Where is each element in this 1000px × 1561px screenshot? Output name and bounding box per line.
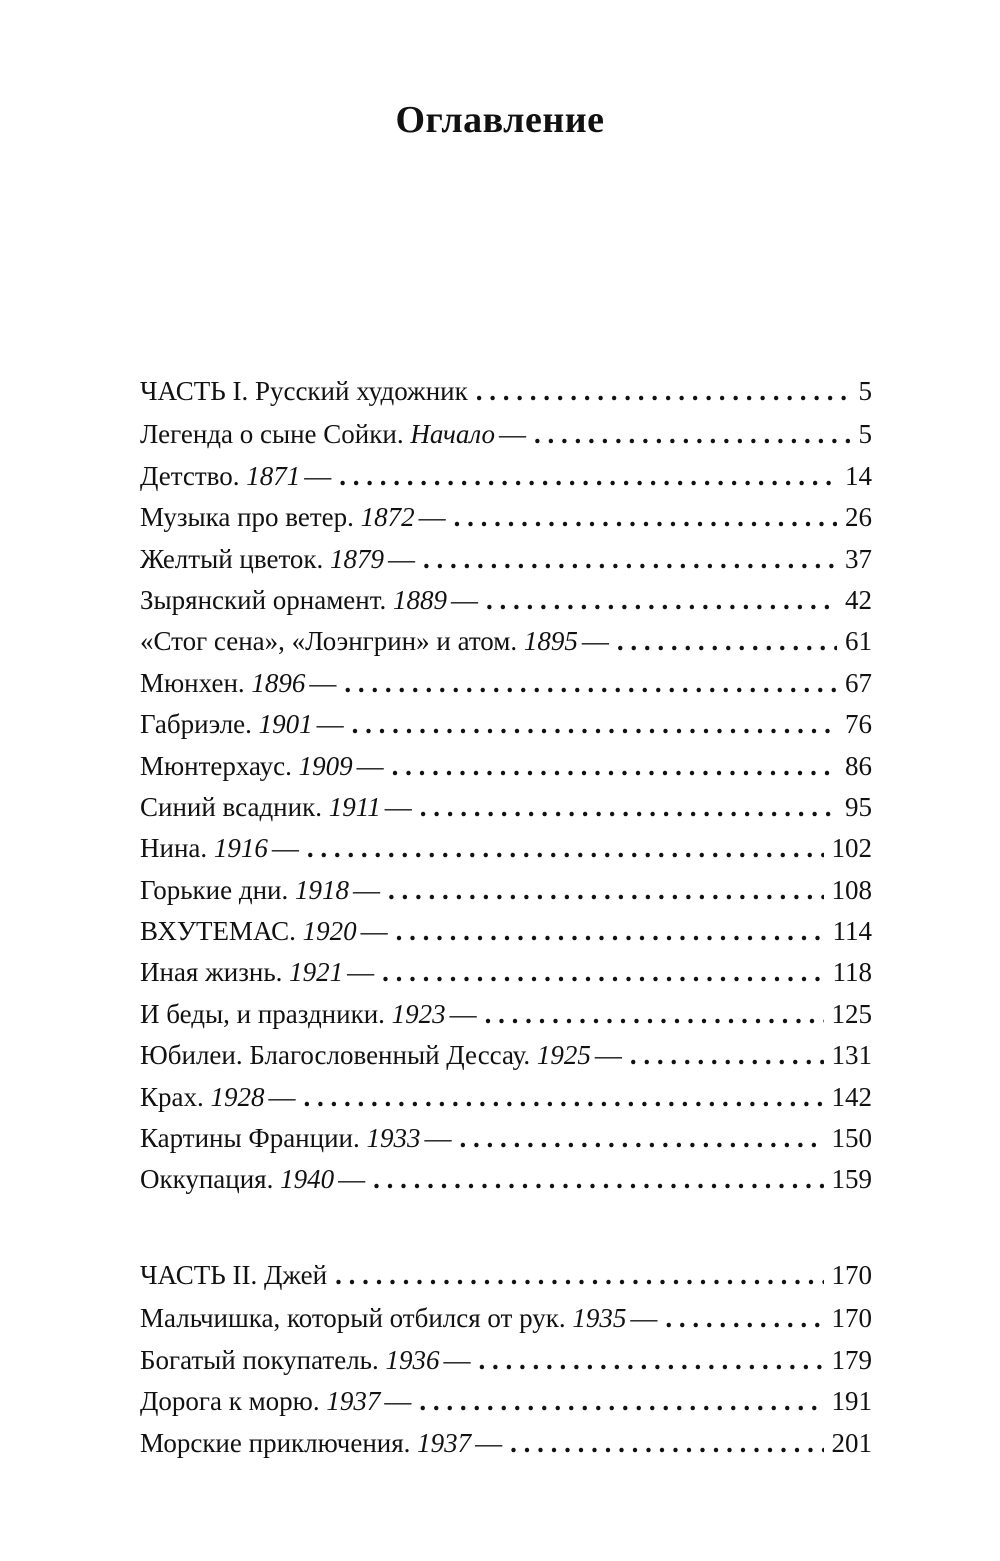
entry-label: Картины Франции.	[140, 1123, 360, 1154]
entry-label: И беды, и праздники.	[140, 998, 385, 1029]
toc-part-2	[140, 1260, 872, 1469]
page-number: 108	[831, 874, 872, 905]
entry-dash: —	[451, 584, 479, 615]
entry-dash: —	[475, 1427, 503, 1458]
entry-year: 1911	[328, 791, 381, 822]
dot-leader	[486, 585, 837, 616]
page-number: 5	[858, 376, 872, 406]
entry-year: 1871	[246, 460, 301, 491]
toc-entry[interactable]	[140, 1123, 872, 1164]
page-number: 142	[831, 1081, 872, 1112]
toc-entry[interactable]	[140, 461, 872, 502]
entry-year: 1925	[536, 1040, 591, 1071]
page-number: 42	[845, 584, 872, 615]
toc-entries	[140, 1303, 872, 1469]
page-number: 170	[831, 1260, 872, 1290]
entry-dash: —	[338, 1164, 366, 1195]
page-number: 201	[831, 1427, 872, 1458]
toc-part-1	[140, 376, 872, 1206]
entry-label: Желтый цветок.	[140, 543, 324, 574]
entry-title	[140, 1386, 411, 1417]
toc-entry[interactable]	[140, 1345, 872, 1386]
entry-dash: —	[309, 667, 337, 698]
page-number: 14	[845, 460, 872, 491]
dot-leader	[304, 1082, 824, 1113]
page-number: 125	[831, 998, 872, 1029]
entry-year: 1889	[393, 584, 448, 615]
entry-title	[140, 957, 374, 988]
entry-label: Легенда о сыне Сойки.	[140, 419, 404, 450]
dot-leader	[420, 792, 837, 823]
entry-year: Начало	[410, 419, 495, 450]
page-number: 76	[845, 709, 872, 740]
entry-year: 1920	[302, 916, 357, 947]
entry-title	[140, 833, 299, 864]
entry-title	[140, 419, 526, 450]
dot-leader	[630, 1040, 824, 1071]
page-number: 179	[831, 1344, 872, 1375]
entry-year: 1895	[523, 626, 578, 657]
toc-entry[interactable]	[140, 585, 872, 626]
entry-title	[140, 792, 412, 823]
entry-title	[140, 999, 477, 1030]
entry-dash: —	[304, 460, 332, 491]
entry-label: Нина.	[140, 833, 208, 864]
toc-entry[interactable]	[140, 751, 872, 792]
dot-leader	[485, 999, 824, 1030]
entry-label: Мальчишка, который отбился от рук.	[140, 1303, 566, 1334]
toc-entry[interactable]	[140, 957, 872, 998]
dot-leader	[617, 626, 837, 657]
entry-dash: —	[594, 1040, 622, 1071]
entry-title	[140, 751, 384, 782]
entry-year: 1937	[326, 1386, 381, 1417]
entry-label: Зырянский орнамент.	[140, 584, 387, 615]
entry-label: Синий всадник.	[140, 791, 322, 822]
entry-title	[140, 875, 380, 906]
toc-entry[interactable]	[140, 1082, 872, 1123]
dot-leader	[479, 1345, 824, 1376]
entry-title	[140, 1040, 622, 1071]
entry-title	[140, 1123, 451, 1154]
dot-leader	[388, 875, 824, 906]
toc-entry[interactable]	[140, 1428, 872, 1469]
page-number: 159	[831, 1164, 872, 1195]
entry-label: ВХУТЕМАС.	[140, 916, 296, 947]
dot-leader	[423, 544, 837, 575]
entry-title	[140, 1082, 296, 1113]
toc-entries	[140, 419, 872, 1205]
dot-leader	[307, 833, 824, 864]
toc-entry[interactable]	[140, 792, 872, 833]
toc-entry[interactable]	[140, 626, 872, 667]
entry-label: Музыка про ветер.	[140, 502, 354, 533]
entry-label: Детство.	[140, 460, 240, 491]
page-number: 37	[845, 543, 872, 574]
entry-year: 1940	[280, 1164, 335, 1195]
part-heading-label: ЧАСТЬ I. Русский художник	[140, 376, 468, 406]
entry-dash: —	[630, 1303, 658, 1334]
entry-year: 1928	[210, 1081, 265, 1112]
page-number: 86	[845, 750, 872, 781]
entry-label: Дорога к морю.	[140, 1386, 320, 1417]
entry-title	[140, 585, 478, 616]
dot-leader	[344, 668, 837, 699]
entry-title	[140, 1345, 471, 1376]
entry-year: 1935	[572, 1303, 627, 1334]
page-number: 61	[845, 626, 872, 657]
entry-year: 1909	[298, 750, 353, 781]
dot-leader	[665, 1303, 823, 1334]
toc-entry[interactable]	[140, 833, 872, 874]
entry-title	[140, 668, 336, 699]
entry-title	[140, 916, 388, 947]
entry-title	[140, 1428, 502, 1459]
page-number: 95	[845, 791, 872, 822]
entry-year: 1896	[251, 667, 306, 698]
dot-leader	[459, 1123, 823, 1154]
page-number: 118	[832, 957, 872, 988]
page-number: 114	[832, 916, 872, 947]
toc-entry[interactable]	[140, 502, 872, 543]
dot-leader	[382, 957, 824, 988]
entry-dash: —	[268, 1081, 296, 1112]
entry-label: Мюнтерхаус.	[140, 750, 292, 781]
part-heading-label: ЧАСТЬ II. Джей	[140, 1260, 328, 1290]
page-number: 102	[831, 833, 872, 864]
entry-label: «Стог сена», «Лоэнгрин» и атом.	[140, 626, 518, 657]
toc-entry[interactable]	[140, 875, 872, 916]
page-number: 131	[831, 1040, 872, 1071]
dot-leader	[335, 1260, 823, 1291]
entry-dash: —	[424, 1123, 452, 1154]
entry-label: Крах.	[140, 1081, 204, 1112]
entry-dash: —	[384, 791, 412, 822]
page-number: 150	[831, 1123, 872, 1154]
entry-title	[140, 1164, 365, 1195]
entry-year: 1923	[391, 998, 446, 1029]
toc-entry[interactable]	[140, 709, 872, 750]
toc-entry[interactable]	[140, 668, 872, 709]
entry-dash: —	[356, 750, 384, 781]
dot-leader	[534, 419, 851, 450]
page-number: 170	[831, 1303, 872, 1334]
toc-entry[interactable]	[140, 1386, 872, 1427]
dot-leader	[454, 502, 837, 533]
entry-dash: —	[271, 833, 299, 864]
entry-label: Богатый покупатель.	[140, 1344, 379, 1375]
entry-year: 1879	[330, 543, 385, 574]
entry-dash: —	[388, 543, 416, 574]
entry-title	[140, 626, 609, 657]
toc-entry[interactable]	[140, 999, 872, 1040]
entry-dash: —	[418, 502, 446, 533]
entry-label: Горькие дни.	[140, 874, 289, 905]
entry-label: Иная жизнь.	[140, 957, 283, 988]
toc-entry[interactable]	[140, 916, 872, 957]
entry-dash: —	[316, 709, 344, 740]
entry-dash: —	[498, 419, 526, 450]
page-title: Оглавление	[395, 99, 605, 141]
entry-year: 1936	[385, 1344, 440, 1375]
toc-entry[interactable]	[140, 1164, 872, 1205]
entry-year: 1937	[417, 1427, 472, 1458]
entry-dash: —	[347, 957, 375, 988]
entry-title	[140, 461, 331, 492]
entry-label: Морские приключения.	[140, 1427, 411, 1458]
entry-dash: —	[449, 998, 477, 1029]
toc-entry[interactable]	[140, 1303, 872, 1344]
part-heading[interactable]	[140, 376, 872, 417]
dot-leader	[476, 376, 851, 407]
entry-dash: —	[384, 1386, 412, 1417]
entry-dash: —	[353, 874, 380, 905]
entry-label: Оккупация.	[140, 1164, 274, 1195]
entry-year: 1921	[289, 957, 344, 988]
page-number: 191	[831, 1386, 872, 1417]
entry-title	[140, 544, 415, 575]
toc-entry[interactable]	[140, 1040, 872, 1081]
entry-year: 1901	[258, 709, 313, 740]
dot-leader	[352, 709, 837, 740]
part-heading[interactable]	[140, 1260, 872, 1301]
entry-label: Юбилеи. Благословенный Дессау.	[140, 1040, 531, 1071]
entry-dash: —	[360, 916, 388, 947]
dot-leader	[373, 1164, 823, 1195]
dot-leader	[396, 916, 825, 947]
page-number: 5	[858, 419, 872, 450]
entry-year: 1916	[213, 833, 268, 864]
toc-entry[interactable]	[140, 419, 872, 460]
page-number: 26	[845, 502, 872, 533]
entry-label: Габриэле.	[140, 709, 252, 740]
entry-title	[140, 1303, 657, 1334]
entry-title	[140, 502, 446, 533]
entry-label: Мюнхен.	[140, 667, 245, 698]
entry-year: 1918	[295, 874, 349, 905]
entry-dash: —	[581, 626, 609, 657]
entry-title	[140, 709, 344, 740]
page-number: 67	[845, 667, 872, 698]
toc-entry[interactable]	[140, 544, 872, 585]
entry-dash: —	[443, 1344, 471, 1375]
dot-leader	[510, 1428, 823, 1459]
entry-year: 1933	[366, 1123, 421, 1154]
dot-leader	[392, 751, 837, 782]
entry-year: 1872	[360, 502, 415, 533]
dot-leader	[419, 1386, 823, 1417]
dot-leader	[339, 461, 837, 492]
